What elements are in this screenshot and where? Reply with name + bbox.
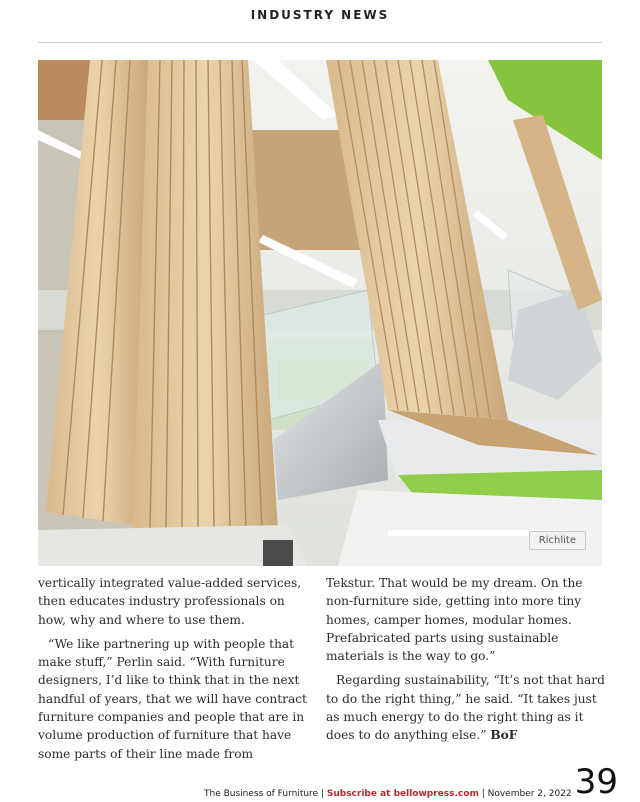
footer-separator: | (318, 789, 327, 799)
page-footer (204, 789, 572, 799)
subscribe-link[interactable]: Subscribe at bellowpress.com (326, 789, 479, 799)
atrium-photo-illustration (38, 60, 602, 566)
article-paragraph: Tekstur. That would be my dream. On the non-furniture side, getting into more tiny homes, camper homes, modular homes. Prefabricated parts using sustainable materials is the way to go.” (326, 576, 583, 664)
article-column-left (38, 574, 308, 769)
header-divider (38, 42, 602, 43)
footer-separator: | (478, 789, 488, 799)
article-column-right (326, 574, 606, 751)
article-paragraph: “We like partnering up with people that make stuff,” Perlin said. “With furniture designers, I’d like to think that in the next handful of years, that we will have contract furniture companies and people that are in volume production of furniture that have some parts of their line made from (38, 636, 307, 761)
article-signoff: BoF (490, 728, 518, 743)
article-paragraph: vertically integrated value-added services, then educates industry professionals on how, why and where to use them. (38, 576, 302, 627)
publication-name: The Business of Furniture (204, 789, 319, 799)
issue-date: November 2, 2022 (487, 789, 572, 799)
section-header: INDUSTRY NEWS (250, 8, 390, 22)
photo-credit: Richlite (529, 531, 586, 550)
page-number: 39 (574, 762, 618, 802)
article-photo (38, 60, 602, 566)
article-paragraph (326, 671, 606, 744)
article-paragraph-text: Regarding sustainability, “It’s not that hard to do the right thing,” he said. “It takes just as much energy to do the right thing as it does to do anything else.” (326, 673, 605, 743)
